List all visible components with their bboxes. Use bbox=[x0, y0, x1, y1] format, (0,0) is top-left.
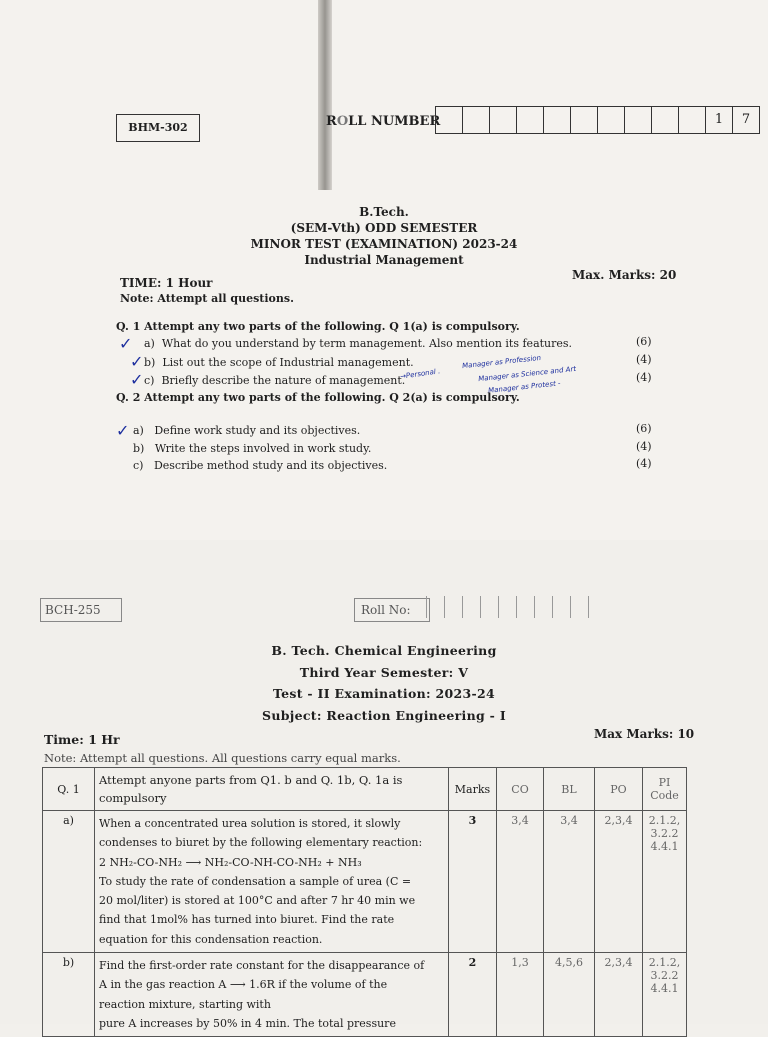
degree-heading: B.Tech. bbox=[359, 205, 409, 219]
po-header: PO bbox=[595, 768, 643, 811]
table-row bbox=[43, 953, 687, 1037]
exam-heading: MINOR TEST (EXAMINATION) 2023-24 bbox=[250, 237, 518, 251]
year-heading: Third Year Semester: V bbox=[299, 665, 469, 680]
part-label: a) bbox=[43, 811, 95, 953]
po-value: 2,3,4 bbox=[595, 811, 643, 953]
bl-header: BL bbox=[544, 768, 595, 811]
table-header-row bbox=[43, 768, 687, 811]
checkmark-icon: ✓ bbox=[130, 370, 144, 389]
question-marks: (6) bbox=[636, 335, 652, 348]
table-row bbox=[43, 811, 687, 953]
roll-digit-box bbox=[489, 106, 517, 134]
roll-digit-box bbox=[651, 106, 679, 134]
marks-value: 2 bbox=[449, 953, 497, 1037]
checkmark-icon: ✓ bbox=[130, 352, 144, 371]
question-part: b) List out the scope of Industrial management. bbox=[144, 356, 414, 369]
question-text: Find the first-order rate constant for the disappearance of A in the gas reaction A ⟶ 1.6R if the volume of the reaction mixture, starting with pure A increases by 50% in 4 min. The total pressure bbox=[95, 953, 449, 1037]
roll-digit-box bbox=[624, 106, 652, 134]
roll-digit-box bbox=[543, 106, 571, 134]
roll-digit-box bbox=[570, 106, 598, 134]
marks-header: Marks bbox=[449, 768, 497, 811]
roll-digit-box bbox=[534, 596, 549, 618]
roll-digit-box bbox=[444, 596, 459, 618]
handwritten-note: Manager as Science and Art bbox=[477, 364, 577, 384]
handwritten-note: Manager as Profession bbox=[461, 353, 542, 371]
roll-digit-box bbox=[552, 596, 567, 618]
question-marks: (4) bbox=[636, 457, 652, 470]
po-value: 2,3,4 bbox=[595, 953, 643, 1037]
questions-table bbox=[42, 767, 687, 1037]
question-1-heading: Q. 1 Attempt any two parts of the following. Q 1(a) is compulsory. bbox=[116, 320, 520, 333]
instructions-note: Note: Attempt all questions. bbox=[120, 292, 294, 305]
roll-digit-box bbox=[678, 106, 706, 134]
max-marks-label: Max Marks: 10 bbox=[594, 727, 695, 741]
question-marks: (6) bbox=[636, 422, 652, 435]
time-label: TIME: 1 Hour bbox=[120, 276, 213, 290]
roll-digit-box bbox=[588, 596, 603, 618]
question-part: b) Write the steps involved in work study. bbox=[133, 442, 372, 455]
co-header: CO bbox=[497, 768, 544, 811]
question-part: a) What do you understand by term management. Also mention its features. bbox=[144, 337, 573, 350]
roll-digit-box bbox=[516, 596, 531, 618]
question-marks: (4) bbox=[636, 440, 652, 453]
roll-number-label: ROLL NUMBER bbox=[326, 114, 441, 129]
instructions-note: Note: Attempt all questions. All questions carry equal marks. bbox=[44, 751, 401, 765]
roll-digit-box bbox=[462, 106, 490, 134]
question-marks: (4) bbox=[636, 353, 652, 366]
roll-number-boxes bbox=[436, 106, 760, 134]
question-part: c) Briefly describe the nature of management. bbox=[144, 374, 406, 387]
course-code-box: BHM-302 bbox=[116, 114, 200, 142]
question-part: c) Describe method study and its objectives. bbox=[133, 459, 388, 472]
marks-value: 3 bbox=[449, 811, 497, 953]
semester-heading: (SEM-Vth) ODD SEMESTER bbox=[290, 221, 478, 235]
handwritten-note: Manager as Protest - bbox=[487, 379, 561, 395]
question-part: a) Define work study and its objectives. bbox=[133, 424, 361, 437]
roll-digit-box bbox=[480, 596, 495, 618]
roll-digit-box bbox=[462, 596, 477, 618]
question-number-cell: Q. 1 bbox=[43, 768, 95, 811]
roll-digit-box bbox=[498, 596, 513, 618]
roll-digit-box bbox=[597, 106, 625, 134]
checkmark-icon: ✓ bbox=[116, 421, 130, 440]
roll-number-label: Roll No: bbox=[354, 598, 430, 622]
question-2-heading: Q. 2 Attempt any two parts of the following. Q 2(a) is compulsory. bbox=[116, 391, 520, 404]
pi-code-value: 2.1.2, 3.2.2 4.4.1 bbox=[643, 953, 687, 1037]
handwritten-note: →Personal . bbox=[399, 367, 441, 381]
exam-paper-reaction-engineering bbox=[0, 540, 768, 1030]
roll-digit-box bbox=[426, 596, 441, 618]
roll-digit-box: 7 bbox=[732, 106, 760, 134]
instruction-cell: Attempt anyone parts from Q1. b and Q. 1b, Q. 1a is compulsory bbox=[95, 768, 449, 811]
roll-digit-box bbox=[516, 106, 544, 134]
question-text: When a concentrated urea solution is stored, it slowly condenses to biuret by the following elementary reaction: 2 NH₂-CO-NH₂ ⟶ NH₂-CO-NH-CO-NH₂ + NH₃ To study the rate of condensation a sample of urea (C = 20 mol/liter) is stored at 100°C and after 7 hr 40 min we find that 1mol% has turned into biuret. Find the rate equation for this condensation reaction. bbox=[95, 811, 449, 953]
pi-code-header: PI Code bbox=[643, 768, 687, 811]
exam-heading: Test - II Examination: 2023-24 bbox=[272, 686, 496, 701]
question-marks: (4) bbox=[636, 371, 652, 384]
roll-digit-box bbox=[570, 596, 585, 618]
bl-value: 4,5,6 bbox=[544, 953, 595, 1037]
pi-code-value: 2.1.2, 3.2.2 4.4.1 bbox=[643, 811, 687, 953]
bl-value: 3,4 bbox=[544, 811, 595, 953]
subject-heading: Industrial Management bbox=[304, 253, 464, 267]
roll-number-boxes bbox=[426, 596, 606, 618]
roll-digit-box bbox=[435, 106, 463, 134]
part-label: b) bbox=[43, 953, 95, 1037]
paper-fold-shadow bbox=[318, 0, 332, 190]
course-code-box: BCH-255 bbox=[40, 598, 122, 622]
roll-digit-box: 1 bbox=[705, 106, 733, 134]
max-marks-label: Max. Marks: 20 bbox=[572, 268, 677, 282]
subject-heading: Subject: Reaction Engineering - I bbox=[262, 708, 506, 723]
co-value: 1,3 bbox=[497, 953, 544, 1037]
degree-heading: B. Tech. Chemical Engineering bbox=[271, 643, 497, 658]
checkmark-icon: ✓ bbox=[119, 334, 133, 353]
co-value: 3,4 bbox=[497, 811, 544, 953]
time-label: Time: 1 Hr bbox=[44, 732, 120, 747]
